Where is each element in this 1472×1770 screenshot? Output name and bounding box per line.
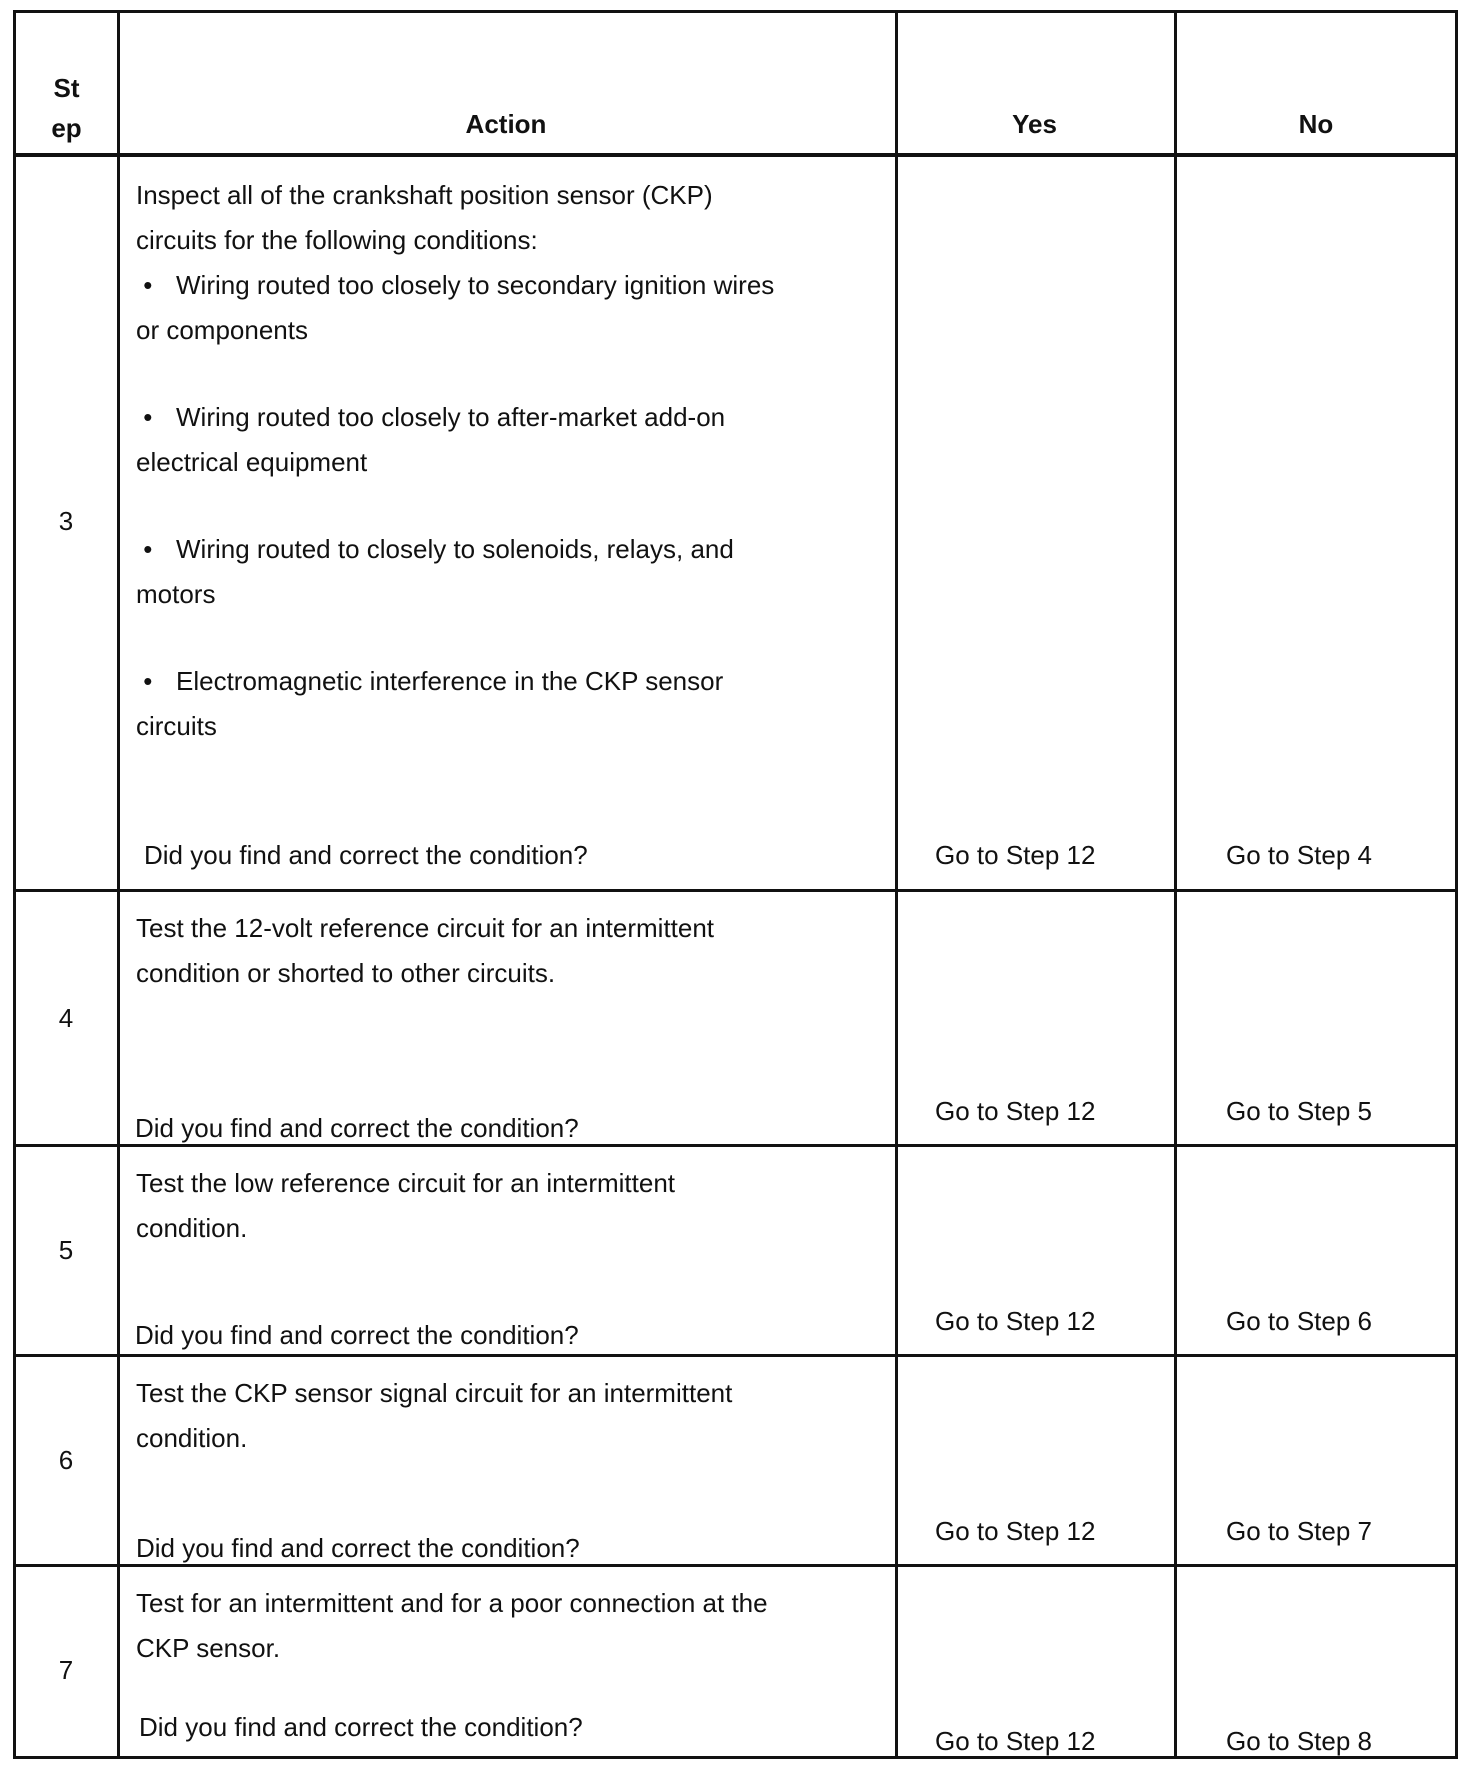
action-line: Test the CKP sensor signal circuit for an intermittent	[136, 1378, 733, 1408]
no-result: Go to Step 4	[1226, 840, 1372, 870]
action-line: CKP sensor.	[136, 1633, 281, 1663]
step-number: 3	[58, 506, 74, 536]
question-text: Did you find and correct the condition?	[136, 1533, 580, 1563]
action-line: condition or shorted to other circuits.	[136, 958, 556, 988]
bullet-continuation: circuits	[136, 711, 217, 741]
question-text: Did you find and correct the condition?	[135, 1113, 579, 1143]
header-action: Action	[465, 109, 547, 139]
action-line: Test for an intermittent and for a poor connection at the	[136, 1588, 768, 1618]
bullet-item: • Wiring routed too closely to secondary ignition wires	[136, 270, 775, 300]
header-step	[16, 68, 117, 148]
question-text: Did you find and correct the condition?	[144, 840, 588, 870]
yes-result: Go to Step 12	[935, 1306, 1096, 1336]
no-result: Go to Step 8	[1226, 1726, 1372, 1756]
no-result: Go to Step 5	[1226, 1096, 1372, 1126]
yes-result: Go to Step 12	[935, 1096, 1096, 1126]
action-line: circuits for the following conditions:	[136, 225, 538, 255]
yes-result: Go to Step 12	[935, 1516, 1096, 1546]
action-line: condition.	[136, 1423, 248, 1453]
bullet-item: • Electromagnetic interference in the CKP sensor	[136, 666, 724, 696]
action-line: condition.	[136, 1213, 248, 1243]
step-number: 7	[58, 1655, 74, 1685]
question-text: Did you find and correct the condition?	[135, 1320, 579, 1350]
action-text	[136, 1161, 675, 1251]
no-result: Go to Step 6	[1226, 1306, 1372, 1336]
step-number: 5	[58, 1235, 74, 1265]
bullet-item: • Wiring routed to closely to solenoids, relays, and	[136, 534, 734, 564]
bullet-continuation: motors	[136, 579, 216, 609]
question-text: Did you find and correct the condition?	[139, 1712, 583, 1742]
action-text	[136, 173, 774, 749]
action-text	[136, 1371, 732, 1461]
step-number: 4	[58, 1003, 74, 1033]
row-divider	[16, 889, 1455, 892]
step-number: 6	[58, 1445, 74, 1475]
action-line: Test the low reference circuit for an intermittent	[136, 1168, 676, 1198]
action-line: Inspect all of the crankshaft position sensor (CKP)	[136, 180, 713, 210]
action-text	[136, 906, 714, 996]
header-no: No	[1298, 109, 1334, 139]
header-step-line1: St	[53, 73, 80, 103]
header-divider	[16, 153, 1455, 157]
bullet-item: • Wiring routed too closely to after-market add-on	[136, 402, 726, 432]
bullet-continuation: electrical equipment	[136, 447, 368, 477]
action-text	[136, 1581, 768, 1671]
no-result: Go to Step 7	[1226, 1516, 1372, 1546]
action-line: Test the 12-volt reference circuit for an intermittent	[136, 913, 715, 943]
column-divider	[895, 13, 898, 1756]
bullet-continuation: or components	[136, 315, 308, 345]
column-divider	[1174, 13, 1177, 1756]
column-divider	[117, 13, 120, 1756]
diagnostic-table	[13, 10, 1458, 1759]
header-step-line2: ep	[51, 113, 82, 143]
yes-result: Go to Step 12	[935, 1726, 1096, 1756]
yes-result: Go to Step 12	[935, 840, 1096, 870]
header-yes: Yes	[1012, 109, 1057, 139]
